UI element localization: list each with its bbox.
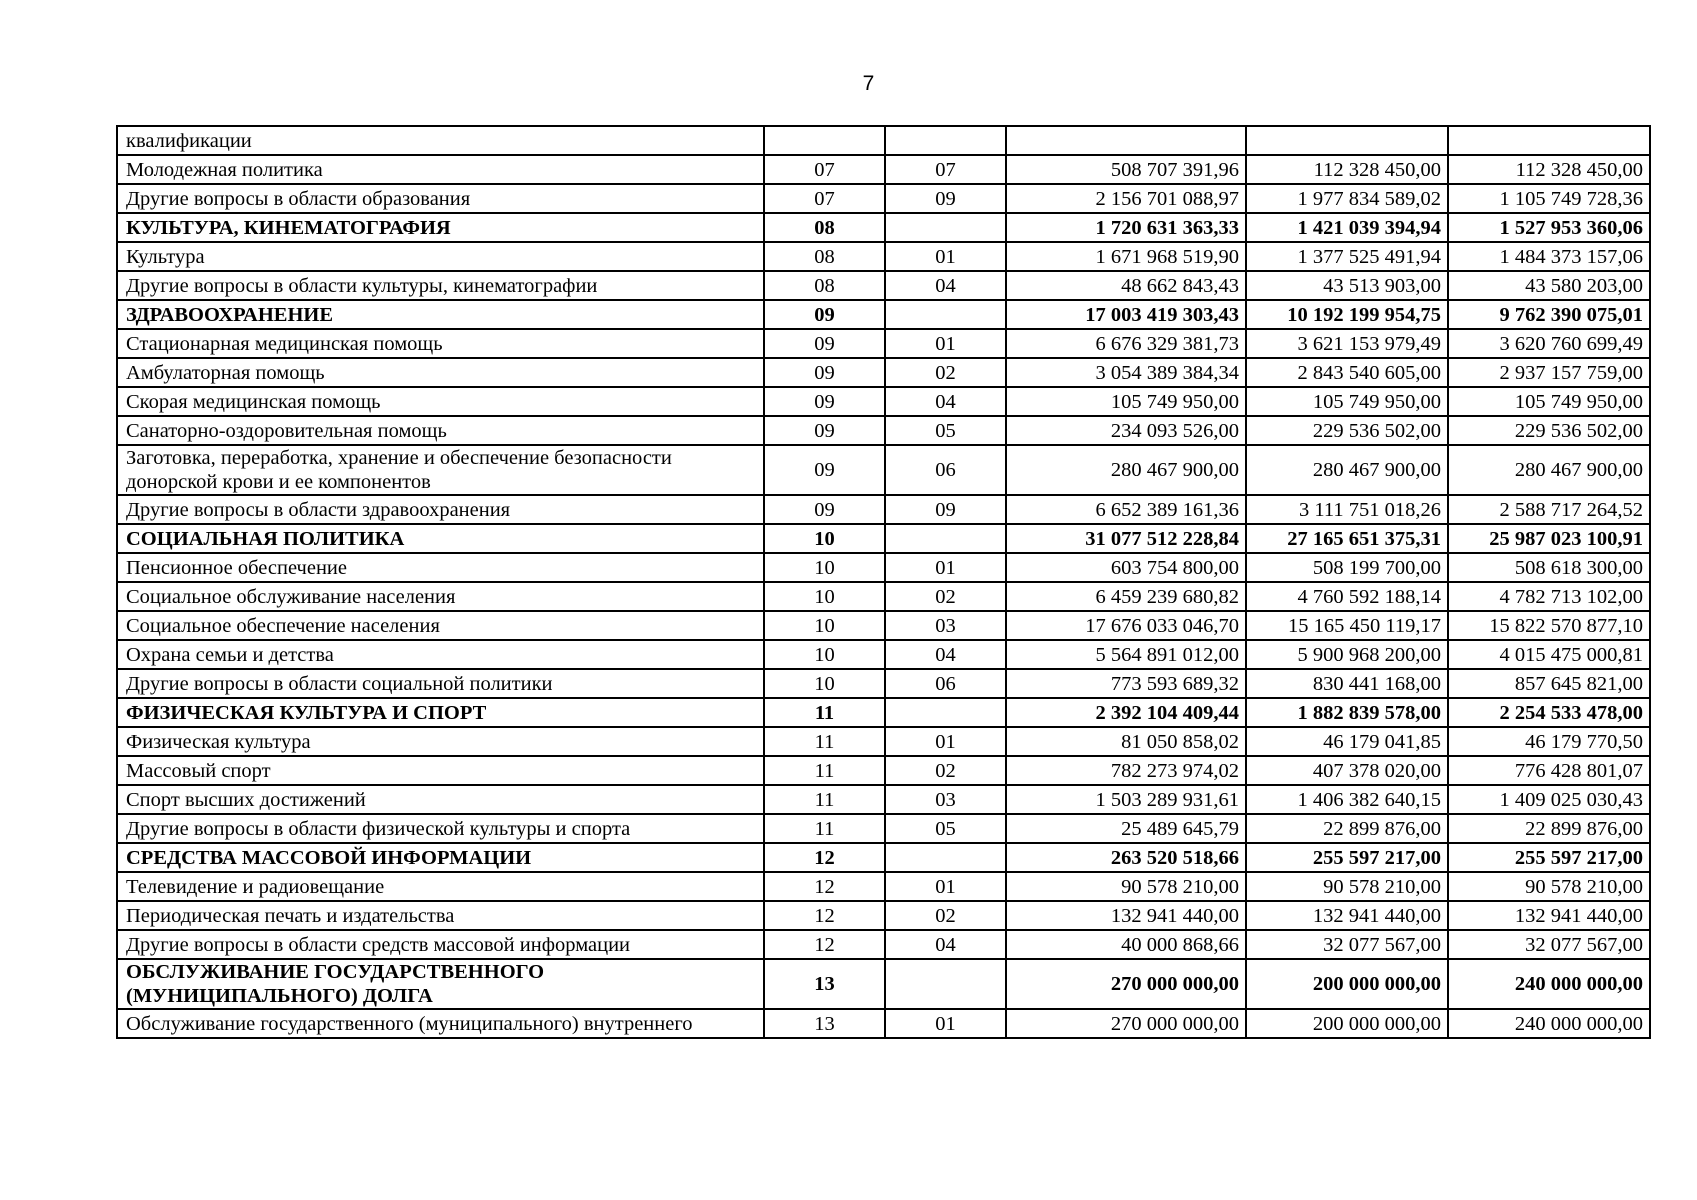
amount-cell: 25 987 023 100,91 <box>1448 524 1650 553</box>
amount-cell: 4 015 475 000,81 <box>1448 640 1650 669</box>
section-code-cell: 12 <box>764 872 885 901</box>
amount-cell: 132 941 440,00 <box>1246 901 1448 930</box>
section-code-cell: 12 <box>764 843 885 872</box>
subsection-code-cell <box>885 524 1006 553</box>
subsection-code-cell: 01 <box>885 872 1006 901</box>
amount-cell: 46 179 041,85 <box>1246 727 1448 756</box>
subsection-code-cell: 05 <box>885 814 1006 843</box>
amount-cell: 229 536 502,00 <box>1246 416 1448 445</box>
section-code-cell <box>764 126 885 155</box>
amount-cell: 1 484 373 157,06 <box>1448 242 1650 271</box>
amount-cell: 81 050 858,02 <box>1006 727 1246 756</box>
subsection-code-cell: 06 <box>885 669 1006 698</box>
amount-cell: 280 467 900,00 <box>1006 445 1246 495</box>
section-code-cell: 09 <box>764 416 885 445</box>
amount-cell: 263 520 518,66 <box>1006 843 1246 872</box>
amount-cell: 6 676 329 381,73 <box>1006 329 1246 358</box>
row-name-cell: Пенсионное обеспечение <box>117 553 764 582</box>
section-code-cell: 10 <box>764 640 885 669</box>
amount-cell: 603 754 800,00 <box>1006 553 1246 582</box>
amount-cell: 90 578 210,00 <box>1006 872 1246 901</box>
row-name-cell: Культура <box>117 242 764 271</box>
budget-table-body <box>117 126 1650 1038</box>
table-row <box>117 329 1650 358</box>
section-code-cell: 10 <box>764 669 885 698</box>
amount-cell: 857 645 821,00 <box>1448 669 1650 698</box>
table-row <box>117 553 1650 582</box>
amount-cell: 1 377 525 491,94 <box>1246 242 1448 271</box>
amount-cell: 229 536 502,00 <box>1448 416 1650 445</box>
section-code-cell: 07 <box>764 184 885 213</box>
row-name-cell: квалификации <box>117 126 764 155</box>
row-name-cell: Другие вопросы в области здравоохранения <box>117 495 764 524</box>
amount-cell: 132 941 440,00 <box>1006 901 1246 930</box>
amount-cell: 43 580 203,00 <box>1448 271 1650 300</box>
row-name-cell: Другие вопросы в области культуры, кинематографии <box>117 271 764 300</box>
amount-cell: 508 199 700,00 <box>1246 553 1448 582</box>
row-name-cell: Периодическая печать и издательства <box>117 901 764 930</box>
amount-cell: 1 977 834 589,02 <box>1246 184 1448 213</box>
amount-cell: 2 156 701 088,97 <box>1006 184 1246 213</box>
table-row <box>117 242 1650 271</box>
table-row <box>117 445 1650 495</box>
amount-cell: 2 843 540 605,00 <box>1246 358 1448 387</box>
table-row <box>117 184 1650 213</box>
subsection-code-cell: 04 <box>885 930 1006 959</box>
amount-cell: 40 000 868,66 <box>1006 930 1246 959</box>
table-row <box>117 1009 1650 1038</box>
table-section-row <box>117 300 1650 329</box>
section-code-cell: 09 <box>764 358 885 387</box>
amount-cell: 5 564 891 012,00 <box>1006 640 1246 669</box>
amount-cell: 1 409 025 030,43 <box>1448 785 1650 814</box>
amount-cell: 22 899 876,00 <box>1246 814 1448 843</box>
amount-cell: 270 000 000,00 <box>1006 1009 1246 1038</box>
table-row <box>117 930 1650 959</box>
amount-cell: 4 782 713 102,00 <box>1448 582 1650 611</box>
section-code-cell: 08 <box>764 213 885 242</box>
amount-cell: 280 467 900,00 <box>1448 445 1650 495</box>
amount-cell: 5 900 968 200,00 <box>1246 640 1448 669</box>
amount-cell: 234 093 526,00 <box>1006 416 1246 445</box>
amount-cell: 105 749 950,00 <box>1448 387 1650 416</box>
amount-cell: 508 707 391,96 <box>1006 155 1246 184</box>
amount-cell: 15 822 570 877,10 <box>1448 611 1650 640</box>
row-name-cell: ЗДРАВООХРАНЕНИЕ <box>117 300 764 329</box>
amount-cell <box>1246 126 1448 155</box>
table-section-row <box>117 213 1650 242</box>
section-code-cell: 12 <box>764 901 885 930</box>
subsection-code-cell: 02 <box>885 582 1006 611</box>
table-row <box>117 785 1650 814</box>
amount-cell <box>1448 126 1650 155</box>
subsection-code-cell: 04 <box>885 640 1006 669</box>
amount-cell: 240 000 000,00 <box>1448 959 1650 1009</box>
amount-cell: 3 620 760 699,49 <box>1448 329 1650 358</box>
row-name-cell: Амбулаторная помощь <box>117 358 764 387</box>
section-code-cell: 09 <box>764 329 885 358</box>
row-name-cell: Обслуживание государственного (муниципального) внутреннего <box>117 1009 764 1038</box>
amount-cell: 270 000 000,00 <box>1006 959 1246 1009</box>
row-name-cell: Телевидение и радиовещание <box>117 872 764 901</box>
amount-cell: 200 000 000,00 <box>1246 959 1448 1009</box>
table-row <box>117 495 1650 524</box>
subsection-code-cell: 01 <box>885 329 1006 358</box>
subsection-code-cell: 01 <box>885 553 1006 582</box>
row-name-cell: СРЕДСТВА МАССОВОЙ ИНФОРМАЦИИ <box>117 843 764 872</box>
section-code-cell: 10 <box>764 524 885 553</box>
row-name-cell: Социальное обслуживание населения <box>117 582 764 611</box>
row-name-cell: Другие вопросы в области средств массовой информации <box>117 930 764 959</box>
section-code-cell: 09 <box>764 387 885 416</box>
amount-cell: 9 762 390 075,01 <box>1448 300 1650 329</box>
amount-cell: 17 003 419 303,43 <box>1006 300 1246 329</box>
subsection-code-cell <box>885 843 1006 872</box>
section-code-cell: 11 <box>764 698 885 727</box>
amount-cell: 3 111 751 018,26 <box>1246 495 1448 524</box>
table-row <box>117 126 1650 155</box>
amount-cell: 776 428 801,07 <box>1448 756 1650 785</box>
subsection-code-cell: 02 <box>885 901 1006 930</box>
section-code-cell: 12 <box>764 930 885 959</box>
amount-cell: 1 671 968 519,90 <box>1006 242 1246 271</box>
amount-cell: 112 328 450,00 <box>1448 155 1650 184</box>
row-name-cell: Другие вопросы в области социальной политики <box>117 669 764 698</box>
subsection-code-cell <box>885 126 1006 155</box>
table-row <box>117 582 1650 611</box>
subsection-code-cell: 01 <box>885 727 1006 756</box>
amount-cell: 1 527 953 360,06 <box>1448 213 1650 242</box>
subsection-code-cell <box>885 698 1006 727</box>
table-section-row <box>117 959 1650 1009</box>
row-name-cell: Массовый спорт <box>117 756 764 785</box>
table-section-row <box>117 843 1650 872</box>
row-name-cell: СОЦИАЛЬНАЯ ПОЛИТИКА <box>117 524 764 553</box>
subsection-code-cell <box>885 213 1006 242</box>
row-name-cell: ОБСЛУЖИВАНИЕ ГОСУДАРСТВЕННОГО (МУНИЦИПАЛЬНОГО) ДОЛГА <box>117 959 764 1009</box>
subsection-code-cell: 06 <box>885 445 1006 495</box>
subsection-code-cell: 05 <box>885 416 1006 445</box>
amount-cell: 6 459 239 680,82 <box>1006 582 1246 611</box>
amount-cell: 22 899 876,00 <box>1448 814 1650 843</box>
amount-cell: 1 882 839 578,00 <box>1246 698 1448 727</box>
row-name-cell: Социальное обеспечение населения <box>117 611 764 640</box>
amount-cell: 112 328 450,00 <box>1246 155 1448 184</box>
amount-cell: 10 192 199 954,75 <box>1246 300 1448 329</box>
section-code-cell: 10 <box>764 611 885 640</box>
table-row <box>117 358 1650 387</box>
amount-cell: 830 441 168,00 <box>1246 669 1448 698</box>
amount-cell: 4 760 592 188,14 <box>1246 582 1448 611</box>
amount-cell: 2 937 157 759,00 <box>1448 358 1650 387</box>
amount-cell: 3 621 153 979,49 <box>1246 329 1448 358</box>
section-code-cell: 13 <box>764 959 885 1009</box>
subsection-code-cell: 07 <box>885 155 1006 184</box>
amount-cell: 48 662 843,43 <box>1006 271 1246 300</box>
amount-cell: 105 749 950,00 <box>1246 387 1448 416</box>
amount-cell: 2 588 717 264,52 <box>1448 495 1650 524</box>
section-code-cell: 13 <box>764 1009 885 1038</box>
row-name-cell: Стационарная медицинская помощь <box>117 329 764 358</box>
subsection-code-cell: 04 <box>885 271 1006 300</box>
amount-cell: 46 179 770,50 <box>1448 727 1650 756</box>
amount-cell <box>1006 126 1246 155</box>
amount-cell: 105 749 950,00 <box>1006 387 1246 416</box>
table-row <box>117 640 1650 669</box>
table-row <box>117 901 1650 930</box>
subsection-code-cell: 03 <box>885 785 1006 814</box>
table-row <box>117 155 1650 184</box>
subsection-code-cell: 04 <box>885 387 1006 416</box>
row-name-cell: Заготовка, переработка, хранение и обеспечение безопасности донорской крови и ее компонентов <box>117 445 764 495</box>
amount-cell: 6 652 389 161,36 <box>1006 495 1246 524</box>
amount-cell: 508 618 300,00 <box>1448 553 1650 582</box>
budget-table <box>116 125 1651 1039</box>
amount-cell: 1 503 289 931,61 <box>1006 785 1246 814</box>
table-row <box>117 271 1650 300</box>
amount-cell: 90 578 210,00 <box>1448 872 1650 901</box>
subsection-code-cell: 09 <box>885 495 1006 524</box>
amount-cell: 280 467 900,00 <box>1246 445 1448 495</box>
amount-cell: 25 489 645,79 <box>1006 814 1246 843</box>
row-name-cell: Другие вопросы в области физической культуры и спорта <box>117 814 764 843</box>
subsection-code-cell <box>885 959 1006 1009</box>
amount-cell: 32 077 567,00 <box>1448 930 1650 959</box>
table-row <box>117 669 1650 698</box>
section-code-cell: 11 <box>764 756 885 785</box>
amount-cell: 773 593 689,32 <box>1006 669 1246 698</box>
row-name-cell: Молодежная политика <box>117 155 764 184</box>
row-name-cell: Охрана семьи и детства <box>117 640 764 669</box>
subsection-code-cell: 01 <box>885 242 1006 271</box>
row-name-cell: Скорая медицинская помощь <box>117 387 764 416</box>
table-section-row <box>117 524 1650 553</box>
amount-cell: 255 597 217,00 <box>1448 843 1650 872</box>
row-name-cell: Спорт высших достижений <box>117 785 764 814</box>
amount-cell: 1 406 382 640,15 <box>1246 785 1448 814</box>
amount-cell: 90 578 210,00 <box>1246 872 1448 901</box>
subsection-code-cell: 09 <box>885 184 1006 213</box>
amount-cell: 1 105 749 728,36 <box>1448 184 1650 213</box>
subsection-code-cell: 02 <box>885 756 1006 785</box>
section-code-cell: 09 <box>764 495 885 524</box>
amount-cell: 240 000 000,00 <box>1448 1009 1650 1038</box>
table-row <box>117 814 1650 843</box>
table-row <box>117 611 1650 640</box>
amount-cell: 132 941 440,00 <box>1448 901 1650 930</box>
table-row <box>117 756 1650 785</box>
amount-cell: 3 054 389 384,34 <box>1006 358 1246 387</box>
subsection-code-cell <box>885 300 1006 329</box>
section-code-cell: 10 <box>764 553 885 582</box>
amount-cell: 32 077 567,00 <box>1246 930 1448 959</box>
amount-cell: 2 254 533 478,00 <box>1448 698 1650 727</box>
table-row <box>117 416 1650 445</box>
page-number: 7 <box>862 72 875 95</box>
section-code-cell: 08 <box>764 271 885 300</box>
amount-cell: 17 676 033 046,70 <box>1006 611 1246 640</box>
amount-cell: 1 720 631 363,33 <box>1006 213 1246 242</box>
amount-cell: 2 392 104 409,44 <box>1006 698 1246 727</box>
subsection-code-cell: 02 <box>885 358 1006 387</box>
row-name-cell: Физическая культура <box>117 727 764 756</box>
section-code-cell: 07 <box>764 155 885 184</box>
table-row <box>117 872 1650 901</box>
amount-cell: 43 513 903,00 <box>1246 271 1448 300</box>
amount-cell: 255 597 217,00 <box>1246 843 1448 872</box>
row-name-cell: КУЛЬТУРА, КИНЕМАТОГРАФИЯ <box>117 213 764 242</box>
section-code-cell: 11 <box>764 814 885 843</box>
section-code-cell: 11 <box>764 785 885 814</box>
table-section-row <box>117 698 1650 727</box>
section-code-cell: 11 <box>764 727 885 756</box>
amount-cell: 27 165 651 375,31 <box>1246 524 1448 553</box>
row-name-cell: Другие вопросы в области образования <box>117 184 764 213</box>
amount-cell: 1 421 039 394,94 <box>1246 213 1448 242</box>
subsection-code-cell: 01 <box>885 1009 1006 1038</box>
row-name-cell: Санаторно-оздоровительная помощь <box>117 416 764 445</box>
amount-cell: 200 000 000,00 <box>1246 1009 1448 1038</box>
table-row <box>117 387 1650 416</box>
section-code-cell: 08 <box>764 242 885 271</box>
table-row <box>117 727 1650 756</box>
section-code-cell: 09 <box>764 445 885 495</box>
row-name-cell: ФИЗИЧЕСКАЯ КУЛЬТУРА И СПОРТ <box>117 698 764 727</box>
amount-cell: 15 165 450 119,17 <box>1246 611 1448 640</box>
subsection-code-cell: 03 <box>885 611 1006 640</box>
amount-cell: 407 378 020,00 <box>1246 756 1448 785</box>
amount-cell: 31 077 512 228,84 <box>1006 524 1246 553</box>
section-code-cell: 10 <box>764 582 885 611</box>
section-code-cell: 09 <box>764 300 885 329</box>
amount-cell: 782 273 974,02 <box>1006 756 1246 785</box>
